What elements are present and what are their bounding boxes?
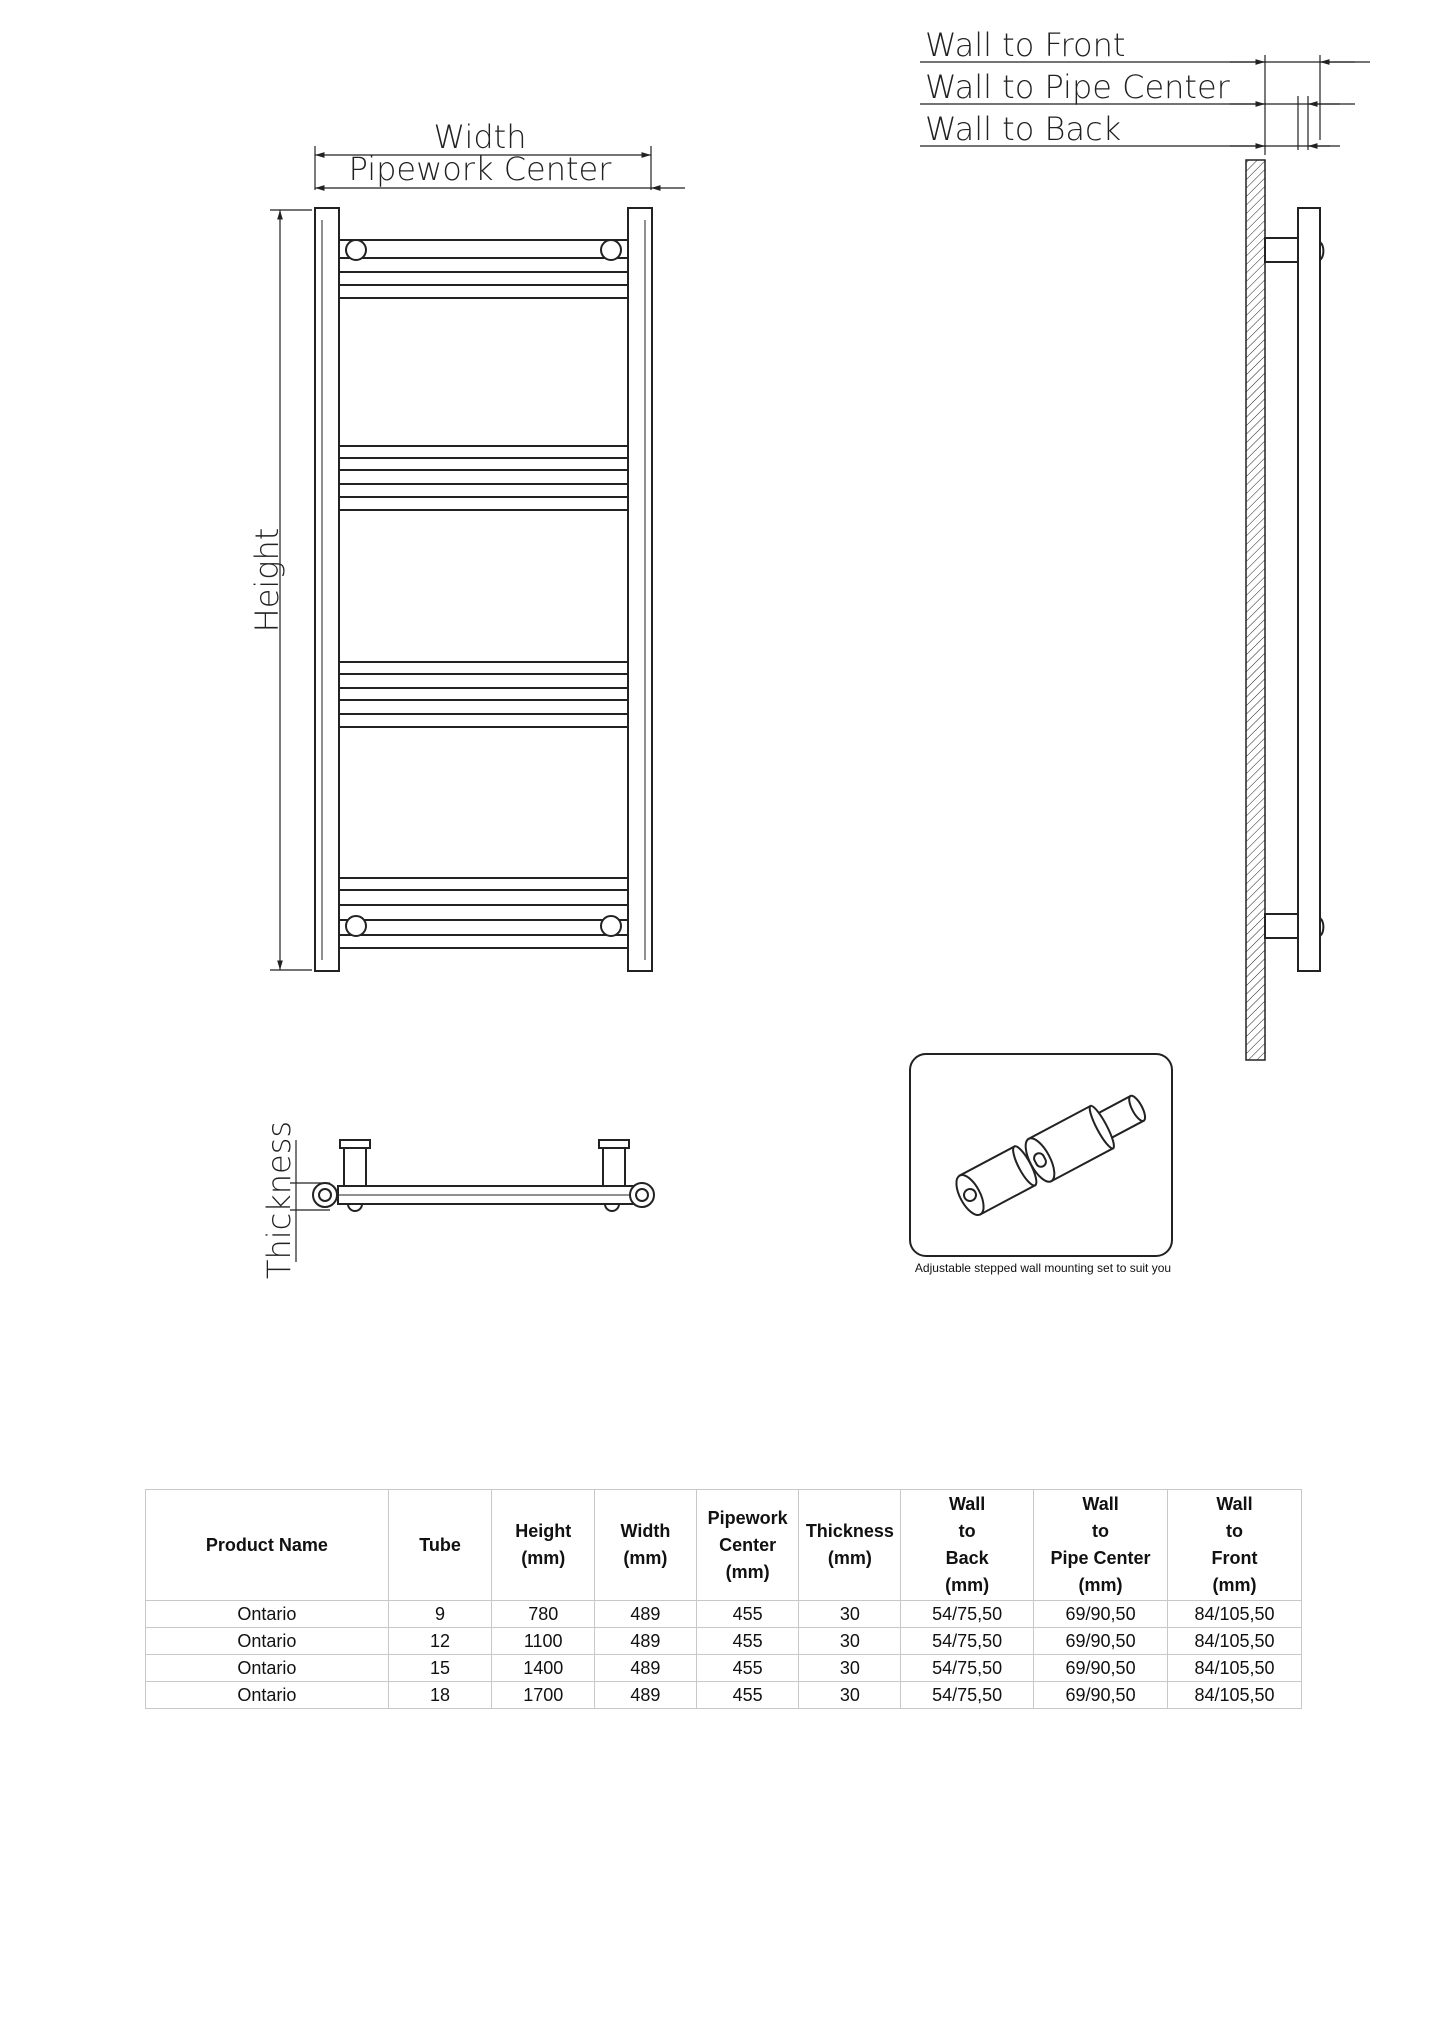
cell: 69/90,50: [1034, 1655, 1168, 1682]
cell: 1700: [492, 1682, 595, 1709]
cell: 69/90,50: [1034, 1601, 1168, 1628]
cell: Ontario: [146, 1682, 389, 1709]
cell: 455: [696, 1655, 799, 1682]
table-row: [146, 1628, 1302, 1655]
col-wall-to-back: Wall to Back (mm): [901, 1490, 1034, 1601]
cell: 54/75,50: [901, 1682, 1034, 1709]
label-thickness: Thickness: [260, 1120, 298, 1280]
cell: 780: [492, 1601, 595, 1628]
cell: 1100: [492, 1628, 595, 1655]
cell: 30: [799, 1628, 901, 1655]
col-product-name: Product Name: [146, 1490, 389, 1601]
cell: 489: [595, 1655, 697, 1682]
col-pipework-center: Pipework Center (mm): [696, 1490, 799, 1601]
cell: 84/105,50: [1168, 1628, 1302, 1655]
cell: 30: [799, 1655, 901, 1682]
cell: 15: [388, 1655, 492, 1682]
cell: 489: [595, 1682, 697, 1709]
label-width: Width: [433, 118, 527, 156]
cell: Ontario: [146, 1655, 389, 1682]
col-wall-to-pipe-center: Wall to Pipe Center (mm): [1034, 1490, 1168, 1601]
mounting-set-caption: Adjustable stepped wall mounting set to suit you: [914, 1261, 1172, 1275]
cell: 1400: [492, 1655, 595, 1682]
cell: 54/75,50: [901, 1655, 1034, 1682]
cell: 30: [799, 1601, 901, 1628]
cell: Ontario: [146, 1628, 389, 1655]
cell: 455: [696, 1628, 799, 1655]
cell: 69/90,50: [1034, 1682, 1168, 1709]
top-view: [290, 1140, 654, 1262]
col-height: Height (mm): [492, 1490, 595, 1601]
label-wall-to-pipe-center: Wall to Pipe Center: [925, 68, 1230, 106]
col-thickness: Thickness (mm): [799, 1490, 901, 1601]
col-tube: Tube: [388, 1490, 492, 1601]
cell: 30: [799, 1682, 901, 1709]
col-wall-to-front: Wall to Front (mm): [1168, 1490, 1302, 1601]
spec-table: [145, 1489, 1302, 1709]
label-height: Height: [248, 527, 286, 633]
cell: 18: [388, 1682, 492, 1709]
cell: 84/105,50: [1168, 1682, 1302, 1709]
cell: 54/75,50: [901, 1628, 1034, 1655]
cell: 489: [595, 1601, 697, 1628]
cell: 69/90,50: [1034, 1628, 1168, 1655]
col-width: Width (mm): [595, 1490, 697, 1601]
table-row: [146, 1655, 1302, 1682]
cell: 9: [388, 1601, 492, 1628]
table-header-row: [146, 1490, 1302, 1601]
cell: 54/75,50: [901, 1601, 1034, 1628]
side-view: [920, 55, 1370, 1060]
cell: 455: [696, 1682, 799, 1709]
cell: 84/105,50: [1168, 1655, 1302, 1682]
label-wall-to-back: Wall to Back: [925, 110, 1122, 148]
table-row: [146, 1682, 1302, 1709]
cell: 12: [388, 1628, 492, 1655]
table-row: [146, 1601, 1302, 1628]
label-wall-to-front: Wall to Front: [925, 26, 1126, 64]
cell: 489: [595, 1628, 697, 1655]
cell: 455: [696, 1601, 799, 1628]
label-pipework-center: Pipework Center: [348, 150, 612, 188]
mounting-set-detail: [910, 1054, 1172, 1256]
cell: Ontario: [146, 1601, 389, 1628]
front-view: [270, 146, 685, 971]
cell: 84/105,50: [1168, 1601, 1302, 1628]
